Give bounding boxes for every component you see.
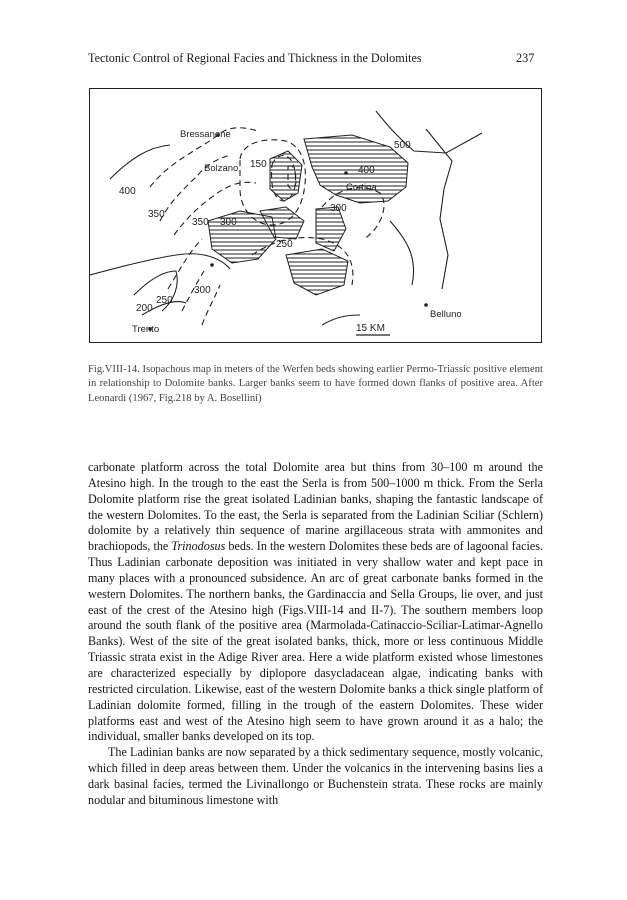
isopach-250-south: 250 — [156, 295, 173, 306]
isopach-200: 200 — [136, 303, 153, 314]
figure-caption: Fig.VIII-14. Isopachous map in meters of the Werfen beds showing earlier Permo-Triassic positive element in relationship to Dolomite banks. Larger banks seem to have formed down flanks of positive area. After Leonardi (1967, Fig.218 by A. Bosellini) — [88, 364, 543, 404]
isopach-300: 300 — [220, 217, 237, 228]
paragraph-1-part-a: carbonate platform across the total Dolomite area but thins from 30–100 m around the Atesino high. In the trough to the east the Serla is from 500–1000 m thick. From the Serla Dolomite platform rise the great isolated Ladinian banks, shaping the fantastic landscape of the western Dolomites. To the east, the Serla is separated from the Ladinian Sciliar (Schlern) dolomite by a relatively thin sequence of marine argillaceous strata with ammonites and brachiopods, the — [88, 460, 543, 554]
scale-label: 15 KM — [356, 323, 385, 334]
isopach-350: 350 — [148, 209, 165, 220]
place-trento: Trento — [132, 324, 160, 335]
paragraph-1-part-b: beds. In the western Dolomites these beds are of lagoonal facies. Thus Ladinian carbonate deposition was initiated in very shallow water and kept pace in many places with a pronounced subsidence. An arc of great carbonate banks formed in the western Dolomites. The northern banks, the Gardinaccia and Sella Groups, lie over, and just east of the crest of the Atesino high (Figs.VIII-14 and II-7). The southern members loop around the south flank of the positive area (Marmolada-Catinaccio-Sciliar-Latimar-Agnello Banks). West of the site of the great isolated banks, thick, more or less continuous Middle Triassic strata exist in the Adige River area. Here a wide platform existed whose limestones are characterized especially by diplopore dasycladacean algae, indicating banks with restricted circulation. Likewise, east of the western Dolomite banks a thick single platform of Ladinian dolomite formed, filling in the trough of the eastern Dolomites. These wider platforms east and west of the Atesino high seem to have grown around it as a halo; the individual, smaller banks developed on its top. — [88, 539, 543, 744]
isopach-map-figure — [89, 88, 542, 343]
trinodosus-italic: Trinodosus — [171, 539, 226, 554]
isopach-250: 250 — [276, 239, 293, 250]
isopach-map — [90, 89, 542, 343]
isopach-300-south: 300 — [194, 285, 211, 296]
place-bolzano: Bolzano — [204, 163, 239, 174]
body-text — [88, 460, 543, 809]
bank-marmolada — [286, 249, 348, 295]
place-cortina: Cortina — [346, 182, 377, 193]
isopach-400-left: 400 — [119, 186, 136, 197]
isopach-400-right: 400 — [358, 165, 375, 176]
running-title: Tectonic Control of Regional Facies and Thickness in the Dolomites — [88, 51, 422, 65]
place-belluno: Belluno — [430, 309, 462, 320]
paragraph-2: The Ladinian banks are now separated by a thick sedimentary sequence, mostly volcanic, which filled in deep areas between them. Under the volcanics in the intervening basins lies a dark basinal facies, termed the Livinallongo or Buchenstein strata. These rocks are mainly nodular and bituminous limestone with — [88, 745, 543, 807]
isopach-300-right: 300 — [330, 203, 347, 214]
isopach-500: 500 — [394, 140, 411, 151]
page-number: 237 — [516, 51, 535, 65]
place-bressanone: Bressanone — [180, 129, 231, 140]
dolomite-banks — [208, 135, 408, 295]
isopach-150: 150 — [250, 159, 267, 170]
isopach-350b: 350 — [192, 217, 209, 228]
paragraph-1 — [88, 460, 543, 745]
